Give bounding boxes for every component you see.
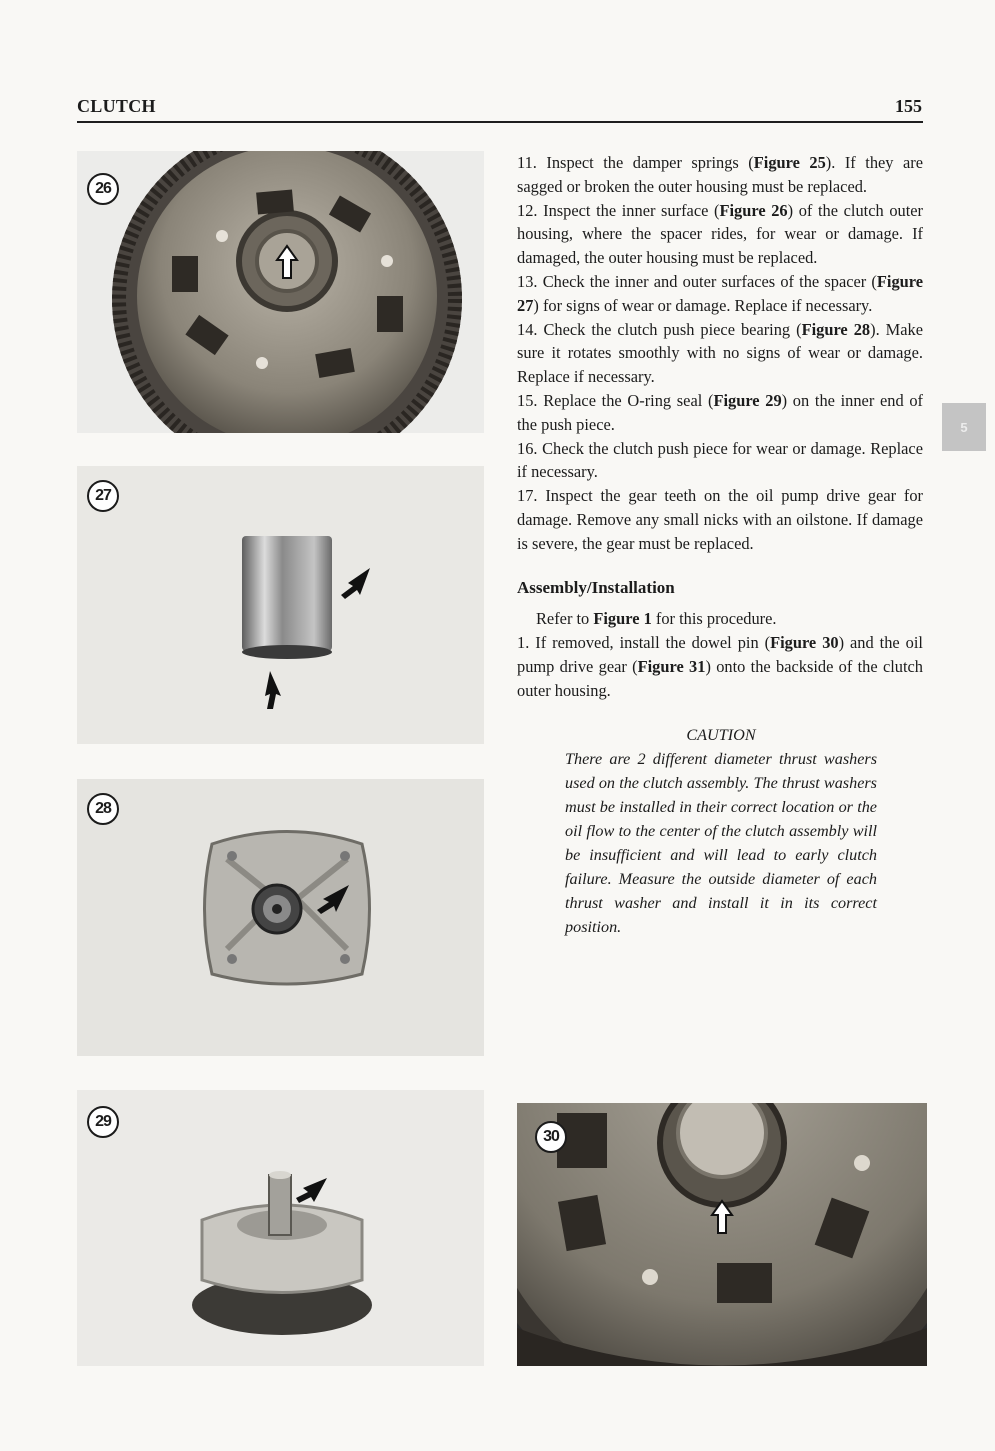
- assembly-step-1: 1. If removed, install the dowel pin (Figure 30) and the oil pump drive gear (Figure 31) onto the backside of the clutch outer housing.: [517, 633, 924, 700]
- step-16: 16. Check the clutch push piece for wear or damage. Replace if necessary.: [517, 438, 923, 482]
- step-15: 15. Replace the O-ring seal (Figure 29) on the inner end of the push piece.: [517, 390, 923, 434]
- caution-text: There are 2 different diameter thrust washers used on the clutch assembly. The thrust washers must be installed in their correct location or the oil flow to the center of the clutch assembly will be insufficient and will lead to early clutch failure. Measure the outside diameter of each thrust washer and install it in its correct position.: [565, 749, 877, 936]
- chapter-tab: 5: [942, 403, 986, 451]
- figure-28-label: 28: [87, 793, 119, 825]
- caution-note: [565, 723, 877, 939]
- step-12: 12. Inspect the inner surface (Figure 26) of the clutch outer housing, where the spacer rides, for wear or damage. If damaged, the outer housing must be replaced.: [517, 200, 923, 268]
- assembly-intro: Refer to Figure 1 for this procedure.: [536, 609, 777, 629]
- header-rule: [77, 121, 923, 123]
- figure-26-label: 26: [87, 173, 119, 205]
- figure-29-label: 29: [87, 1106, 119, 1138]
- spacer-image: [77, 466, 484, 744]
- dowel-pin-image: [517, 1103, 927, 1366]
- step-13: 13. Check the inner and outer surfaces of the spacer (Figure 27) for signs of wear or damage. Replace if necessary.: [517, 271, 924, 315]
- push-piece-bearing-image: [77, 779, 484, 1056]
- figure-30-label: 30: [535, 1121, 567, 1153]
- figure-27-photo: [77, 466, 484, 744]
- figure-27-label: 27: [87, 480, 119, 512]
- page-number: 155: [895, 96, 922, 116]
- step-14: 14. Check the clutch push piece bearing (Figure 28). Make sure it rotates smoothly with no signs of wear or damage. Replace if necessary.: [517, 319, 923, 387]
- right-column: [517, 151, 923, 939]
- section-title: CLUTCH: [77, 96, 156, 116]
- step-11: 11. Inspect the damper springs (Figure 25). If they are sagged or broken the outer housing must be replaced.: [517, 153, 923, 196]
- clutch-outer-housing-image: [77, 151, 484, 433]
- figure-29-photo: [77, 1090, 484, 1366]
- figure-26-photo: [77, 151, 484, 433]
- caution-title: CAUTION: [686, 725, 756, 744]
- push-piece-o-ring-image: [77, 1090, 484, 1366]
- figure-30-photo: [517, 1103, 927, 1366]
- assembly-heading: Assembly/Installation: [517, 577, 675, 597]
- figure-28-photo: [77, 779, 484, 1056]
- step-17: 17. Inspect the gear teeth on the oil pump drive gear for damage. Remove any small nicks with an oilstone. If damage is severe, the gear must be replaced.: [517, 486, 923, 553]
